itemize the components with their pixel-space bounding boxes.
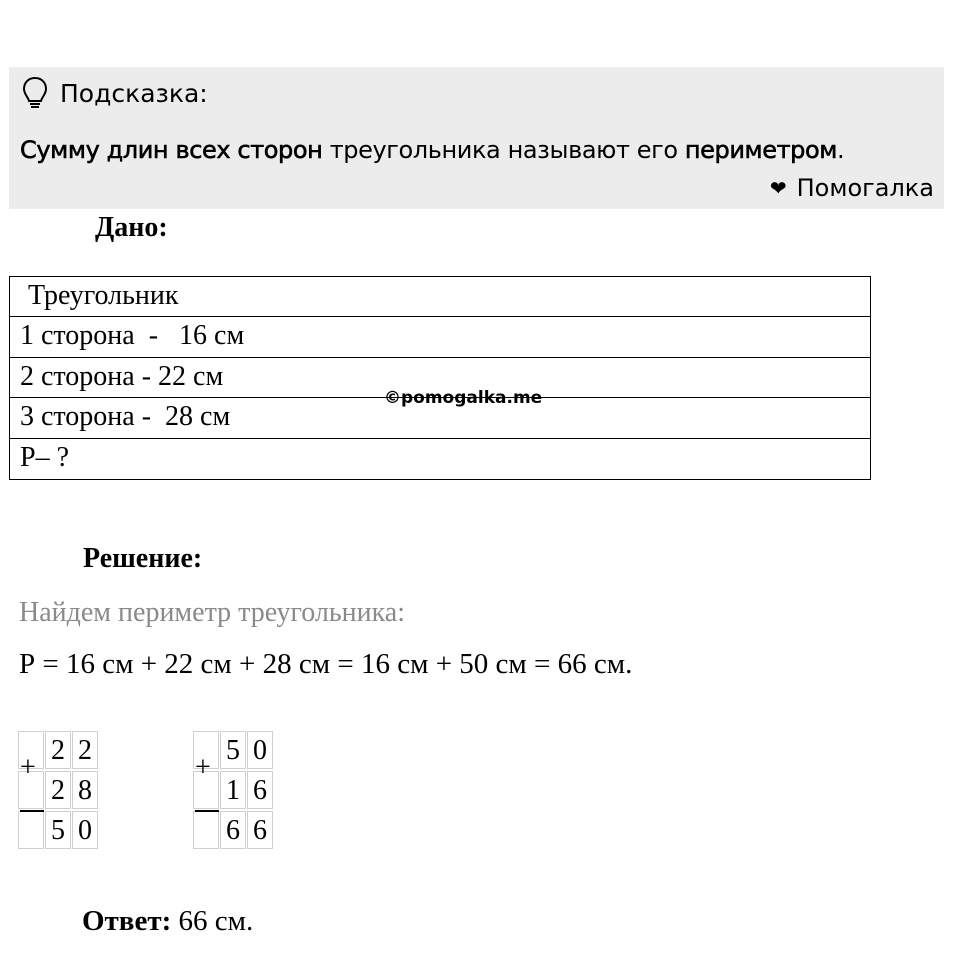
hint-credit-text: Помогалка <box>796 174 934 202</box>
given-title: Дано: <box>95 212 168 243</box>
answer-value: 66 см. <box>171 905 254 937</box>
solution-formula: Р = 16 см + 22 см + 28 см = 16 см + 50 см = 66 см. <box>19 648 633 680</box>
hint-title <box>22 76 208 110</box>
hint-title-text: Подсказка: <box>60 78 208 108</box>
solution-intro: Найдем периметр треугольника: <box>19 597 405 628</box>
digit-cell: 5 <box>220 731 246 769</box>
plus-sign: + <box>20 752 36 783</box>
digit-cell: 0 <box>247 731 273 769</box>
digit-cell: 6 <box>247 811 273 849</box>
solution-title: Решение: <box>83 543 203 574</box>
given-row: Треугольник <box>10 277 870 317</box>
given-row: 2 сторона - 22 см <box>10 358 870 398</box>
answer <box>82 905 253 938</box>
given-row: Р– ? <box>20 441 69 473</box>
lightbulb-icon <box>22 76 48 110</box>
hint-bold-sum: Сумму длин всех сторон <box>20 136 323 164</box>
given-table <box>9 276 871 480</box>
hint-normal-text: треугольника называют его <box>322 136 685 164</box>
digit-cell: 1 <box>220 771 246 809</box>
hint-text-end: . <box>837 136 845 164</box>
plus-sign: + <box>195 752 211 783</box>
watermark: ©pomogalka.me <box>384 388 543 408</box>
sum-line <box>20 810 44 812</box>
digit-cell: 0 <box>72 811 98 849</box>
hint-credit <box>770 174 934 202</box>
digit-cell: 2 <box>72 731 98 769</box>
hint-bold-perimeter: периметром <box>684 136 838 164</box>
digit-cell: 8 <box>72 771 98 809</box>
sum-line <box>195 810 219 812</box>
heart-icon: ❤ <box>769 176 787 200</box>
given-row: 1 сторона - 16 см <box>10 317 870 357</box>
digit-cell: 2 <box>45 771 71 809</box>
digit-cell: 6 <box>247 771 273 809</box>
given-row: 3 сторона - 28 см <box>10 398 870 438</box>
answer-label: Ответ: <box>82 905 172 937</box>
digit-cell: 2 <box>45 731 71 769</box>
hint-text <box>20 136 844 164</box>
digit-cell: 5 <box>45 811 71 849</box>
digit-cell: 6 <box>220 811 246 849</box>
